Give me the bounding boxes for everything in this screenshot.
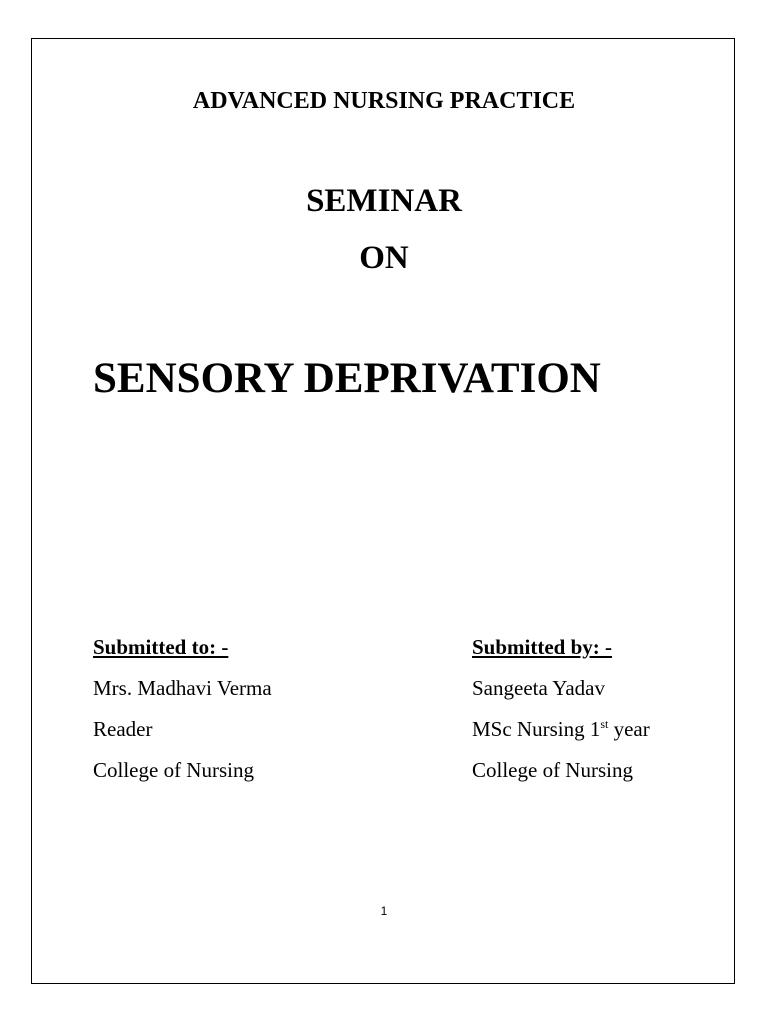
submitted-to-heading: Submitted to: - — [93, 635, 229, 659]
on-label: ON — [359, 240, 409, 276]
seminar-label: SEMINAR — [306, 183, 462, 219]
submitted-to-institution: College of Nursing — [93, 758, 254, 782]
submitted-to-block — [93, 634, 272, 798]
submitted-by-name: Sangeeta Yadav — [472, 676, 605, 700]
submitted-by-institution: College of Nursing — [472, 758, 633, 782]
submitted-by-program — [472, 716, 650, 757]
submitted-to-designation: Reader — [93, 717, 153, 741]
submitted-by-heading: Submitted by: - — [472, 635, 613, 659]
program-suffix: year — [608, 717, 650, 741]
page-border — [31, 38, 735, 984]
page-number: 1 — [380, 904, 388, 918]
submitted-to-name: Mrs. Madhavi Verma — [93, 676, 272, 700]
program-superscript: st — [600, 717, 609, 731]
topic-title: SENSORY DEPRIVATION — [93, 355, 601, 402]
program-prefix: MSc Nursing 1 — [472, 717, 601, 741]
course-title: ADVANCED NURSING PRACTICE — [192, 88, 576, 114]
submitted-by-block — [472, 634, 650, 798]
